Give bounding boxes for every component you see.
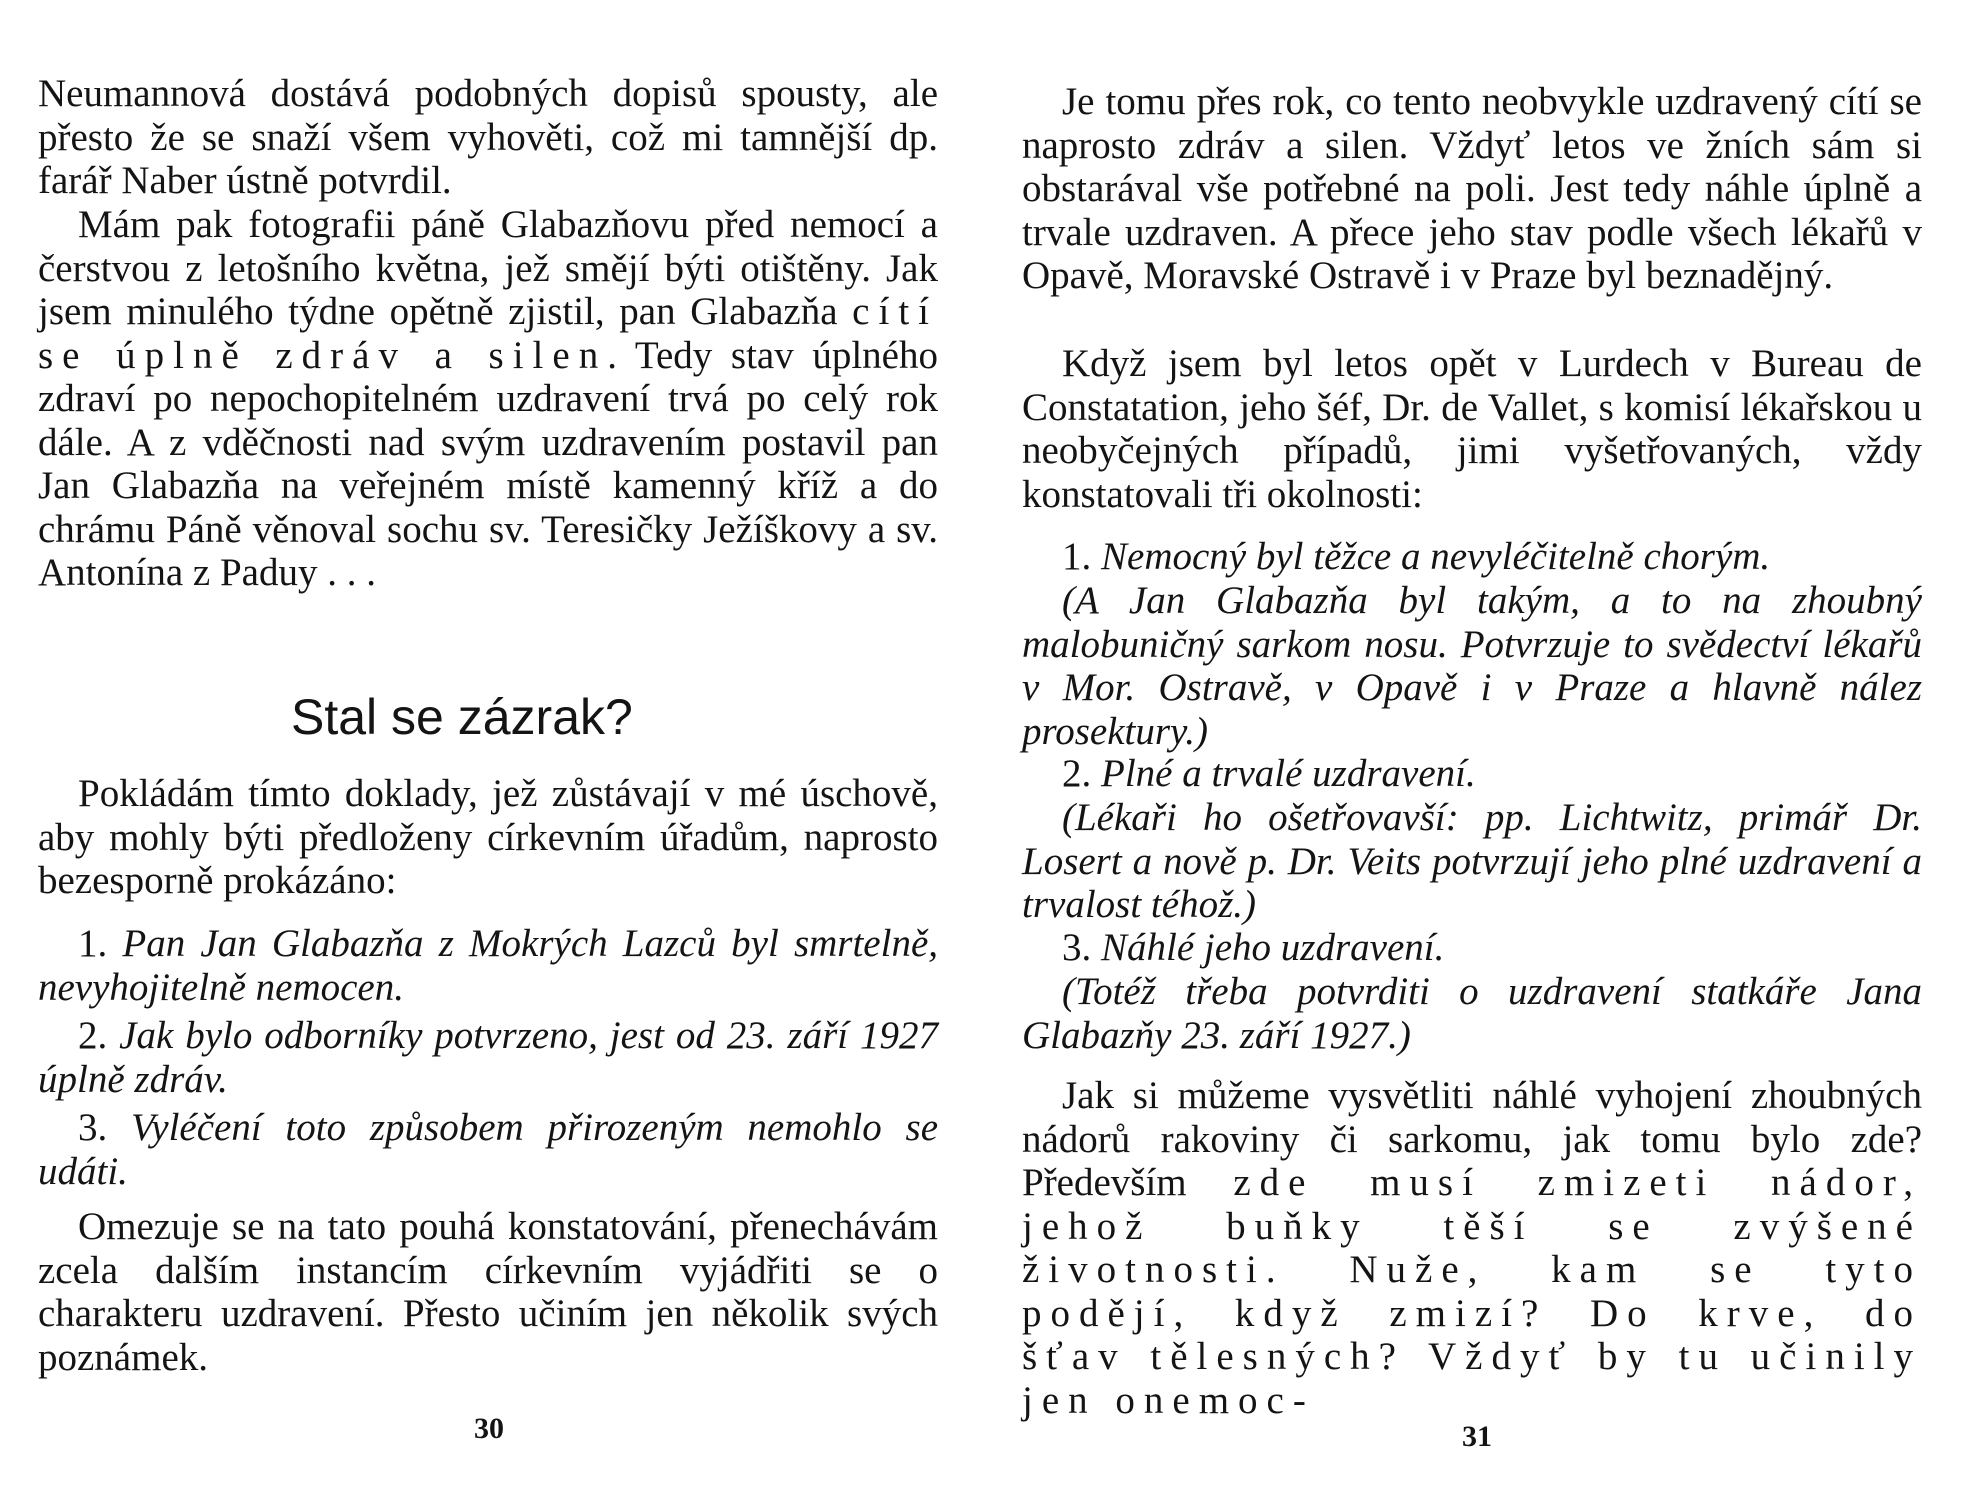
right-list-item-3-text: Náhlé jeho uzdravení. bbox=[1101, 926, 1445, 969]
left-list-item-2 bbox=[38, 1014, 938, 1101]
section-heading: Stal se zázrak? bbox=[291, 689, 633, 745]
right-list-item-3-note bbox=[1022, 970, 1922, 1057]
left-list-item-3 bbox=[38, 1106, 938, 1193]
right-list-item-1-number: 1. bbox=[1062, 535, 1092, 578]
left-list-item-3-text: Vyléčení toto způsobem přirozeným nemohlo se udáti. bbox=[38, 1106, 938, 1193]
left-list-item-1 bbox=[38, 922, 938, 1009]
right-list-item-1-text: Nemocný byl těžce a nevyléčitelně chorým. bbox=[1101, 535, 1771, 578]
left-paragraph-2 bbox=[38, 203, 938, 595]
right-list-item-3-note-text: (Totéž třeba potvrditi o uzdravení statkáře Jana Glabazňy 23. září 1927.) bbox=[1022, 970, 1922, 1057]
right-paragraph-3-text-a: Jak si můžeme vysvětliti náhlé vyhojení zhoubných nádorů rakoviny či sarkomu, jak tomu bylo zde? Především bbox=[1022, 1074, 1922, 1204]
left-paragraph-2-text-a: Mám pak fotografii páně Glabazňovu před nemocí a čerstvou z letošního května, jež smějí býti otištěny. Jak jsem minulého týdne opětně zjistil, pan Glabazňa bbox=[38, 203, 938, 333]
right-paragraph-2 bbox=[1022, 342, 1922, 516]
left-paragraph-4 bbox=[38, 1205, 938, 1379]
right-list-item-1-note-text: (A Jan Glabazňa byl takým, a to na zhoubný malobuničný sarkom nosu. Potvrzuje to svědectví lékařů v Mor. Ostravě, v Opavě i v Praze a hlavně nález prosektury.) bbox=[1022, 579, 1922, 753]
left-list-item-3-number: 3. bbox=[78, 1106, 108, 1149]
right-page bbox=[982, 0, 1964, 1500]
right-list-item-2 bbox=[1022, 752, 1922, 796]
left-list-item-2-number: 2. bbox=[78, 1014, 108, 1057]
left-list-item-1-number: 1. bbox=[78, 922, 108, 965]
left-list-item-2-text: Jak bylo odborníky potvrzeno, jest od 23. září 1927 úplně zdráv. bbox=[38, 1014, 939, 1101]
left-paragraph-1-text: Neumannová dostává podobných dopisů spousty, ale přesto že se snaží všem vyhověti, což mi tamnější dp. farář Naber ústně potvrdil. bbox=[38, 72, 938, 202]
left-paragraph-3 bbox=[38, 772, 938, 903]
right-page-number: 31 bbox=[1462, 1420, 1492, 1453]
right-paragraph-3 bbox=[1022, 1074, 1922, 1422]
left-paragraph-3-text: Pokládám tímto doklady, jež zůstávají v mé úschově, aby mohly býti předloženy církevním úřadům, naprosto bezesporně prokázáno: bbox=[38, 772, 938, 902]
right-list-item-3 bbox=[1022, 926, 1922, 970]
right-list-item-3-number: 3. bbox=[1062, 926, 1092, 969]
right-list-item-1 bbox=[1022, 535, 1922, 579]
left-paragraph-4-text: Omezuje se na tato pouhá konstatování, přenechávám zcela dalším instancím církevním vyjádřiti se o charakteru uzdravení. Přesto učiním jen několik svých poznámek. bbox=[38, 1205, 938, 1379]
left-paragraph-1 bbox=[38, 72, 938, 203]
right-paragraph-1-text: Je tomu přes rok, co tento neobvykle uzdravený cítí se naprosto zdráv a silen. Vždyť letos ve žních sám si obstarával vše potřebné na poli. Jest tedy náhle úplně a trvale uzdraven. A přece jeho stav podle všech lékařů v Opavě, Moravské Ostravě i v Praze byl beznadějný. bbox=[1022, 80, 1922, 297]
right-paragraph-2-text: Když jsem byl letos opět v Lurdech v Bureau de Constatation, jeho šéf, Dr. de Vallet, s komisí lékařskou u neobyčejných případů, jimi vyšetřovaných, vždy konstatovali tři okolnosti: bbox=[1022, 342, 1922, 516]
left-paragraph-2-spaced: cítí se úplně zdráv a silen bbox=[38, 290, 938, 377]
left-paragraph-2-text-b: . Tedy stav úplného zdraví po nepochopitelném uzdravení trvá po celý rok dále. A z vděčnosti nad svým uzdravením postavil pan Jan Glabazňa na veřejném místě kamenný kříž a do chrámu Páně věnoval sochu sv. Teresičky Ježíškovy a sv. Antonína z Paduy . . . bbox=[38, 333, 938, 594]
right-list-item-2-note bbox=[1022, 796, 1922, 927]
right-paragraph-3-spaced: zde musí zmizeti nádor, jehož buňky těší se zvýšené životnosti. Nuže, kam se tyto podějí, když zmizí? Do krve, do šťav tělesných? Vždyť by tu učinily jen onemoc- bbox=[1022, 1161, 1922, 1422]
right-list-item-2-text: Plné a trvalé uzdravení. bbox=[1101, 752, 1476, 795]
right-paragraph-1 bbox=[1022, 80, 1922, 298]
right-list-item-1-note bbox=[1022, 579, 1922, 753]
right-list-item-2-number: 2. bbox=[1062, 752, 1092, 795]
left-page-number: 30 bbox=[474, 1412, 504, 1445]
left-list-item-1-text: Pan Jan Glabazňa z Mokrých Lazců byl smrtelně, nevyhojitelně nemocen. bbox=[38, 922, 939, 1009]
right-list-item-2-note-text: (Lékaři ho ošetřovavší: pp. Lichtwitz, primář Dr. Losert a nově p. Dr. Veits potvrzují jeho plné uzdravení a trvalost téhož.) bbox=[1022, 796, 1922, 926]
